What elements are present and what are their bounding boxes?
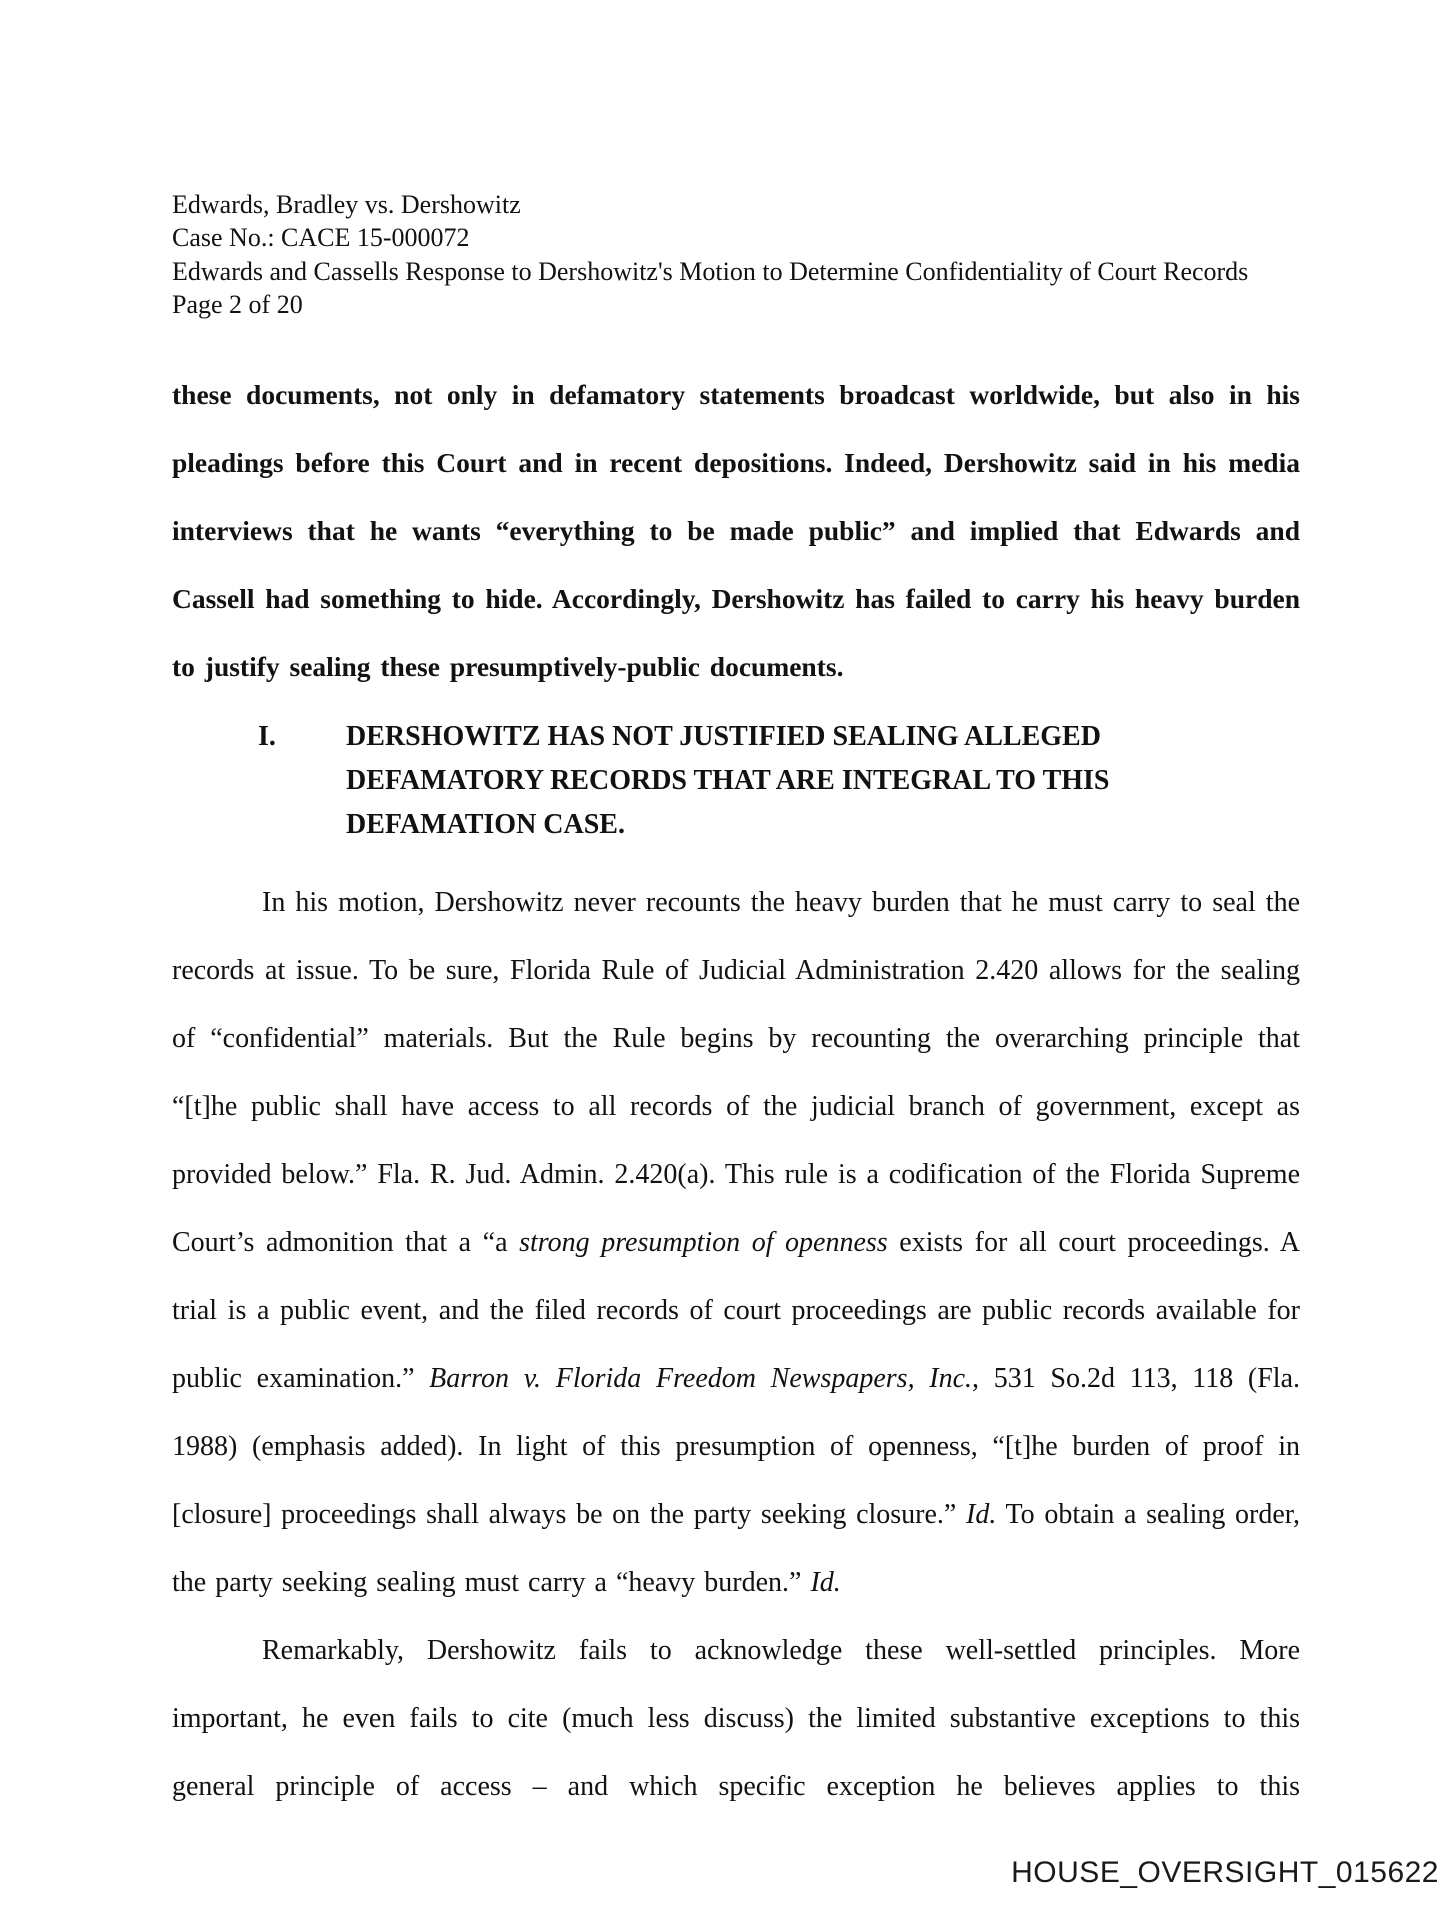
paragraph-1-text: In his motion, Dershowitz never recounts the heavy burden that he must carry to seal the records at issue. To be sure, Florida Rule of Judicial Administration 2.420 allows for the sealing of “confidential” materials. But the Rule begins by recounting the overarching principle that “[t]he public shall have access to all records of the judicial branch of government, except as provided below.” Fla. R. Jud. Admin. 2.420(a). This rule is a codification of the Florida Supreme Court’s admonition that a “a — [172, 887, 1300, 1259]
body-paragraph-1 — [172, 869, 1300, 1617]
paragraph-1-id-citation: Id. — [966, 1499, 997, 1531]
header-page-number: Page 2 of 20 — [172, 289, 303, 319]
header-document-title: Edwards and Cassells Response to Dershowitz's Motion to Determine Confidentiality of Court Records — [172, 256, 1249, 286]
paragraph-1-text: exists for all court proceedings. A trial is a public event, and the filed records of court proceedings are public records available for public examination.” — [172, 1227, 1301, 1395]
section-heading-title: DERSHOWITZ HAS NOT JUSTIFIED SEALING ALLEGED DEFAMATORY RECORDS THAT ARE INTEGRAL TO THIS DEFAMATION CASE. — [346, 721, 1110, 841]
bates-number: HOUSE_OVERSIGHT_015622 — [1011, 1856, 1439, 1889]
intro-paragraph: these documents, not only in defamatory statements broadcast worldwide, but also in his pleadings before this Court and in recent depositions. Indeed, Dershowitz said in his media interviews that he wants “everything to be made public” and implied that Edwards and Cassell had something to hide. Accordingly, Dershowitz has failed to carry his heavy burden to justify sealing these presumptively-public documents. — [172, 379, 1300, 683]
body-paragraph-2: Remarkably, Dershowitz fails to acknowledge these well-settled principles. More important, he even fails to cite (much less discuss) the limited substantive exceptions to this general principle of access – and which specific exception he believes applies to this — [172, 1635, 1300, 1803]
section-heading — [172, 715, 1300, 847]
document-header — [172, 188, 1300, 321]
header-case-title: Edwards, Bradley vs. Dershowitz — [172, 190, 521, 219]
paragraph-1-text: To obtain a sealing order, the party seeking sealing must carry a “heavy burden.” — [172, 1499, 1300, 1599]
paragraph-1-case-citation: Barron v. Florida Freedom Newspapers, Inc. — [429, 1363, 973, 1395]
header-case-number: Case No.: CACE 15-000072 — [172, 223, 470, 253]
paragraph-1-text: , 531 So.2d 113, 118 (Fla. 1988) (emphasis added). In light of this presumption of openness, “[t]he burden of proof in [closure] proceedings shall always be on the party seeking closure.” — [172, 1363, 1300, 1531]
paragraph-1-id-citation: Id. — [810, 1567, 841, 1599]
section-heading-number: I. — [258, 721, 276, 753]
paragraph-1-italic-quote: strong presumption of openness — [519, 1227, 888, 1259]
